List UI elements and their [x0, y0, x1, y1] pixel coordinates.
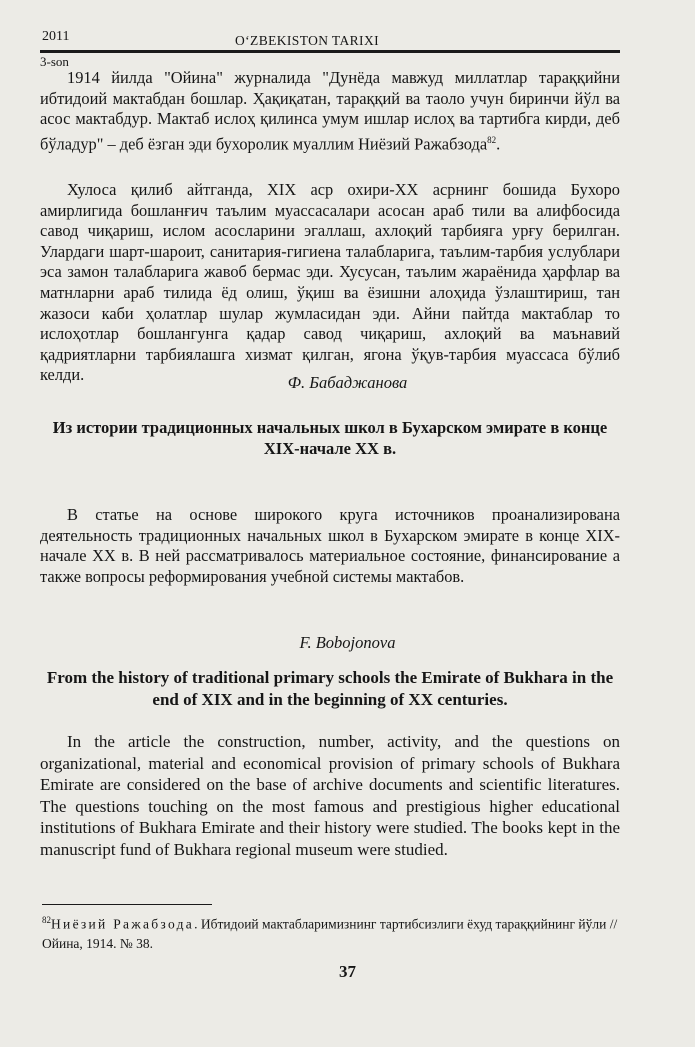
quote-first-line: 1914 йилда "Ойина" журналида "Дунёда мавжуд миллатлар	[67, 68, 528, 87]
header-issue: 3-son	[40, 54, 69, 69]
quote-rest: тараққийни ибтидоий мактабдан бошлар. Ҳақиқатан, тараққий ва таоло учун биринчи йўл ва асос мактабдур. Мактаб ислоҳ қилинса умум ишлар ислоҳ ва тартибга кирди, деб бўладур" – деб ёзган эди бухоролик муаллим Ниёзий Ражабзода	[40, 68, 620, 154]
russian-author: Ф. Бабаджанова	[287, 373, 408, 392]
english-title: From the history of traditional primary schools the Emirate of Bukhara in the end of XIX and in the beginning of XX centuries.	[46, 668, 614, 709]
english-author: F. Bobojonova	[299, 633, 396, 652]
footnote-text: . Ибтидоий мактабларимизнинг тартибсизлиги ёхуд тараққийнинг йўли //Ойина, 1914. № 38.	[42, 916, 618, 951]
footnote-rule	[42, 904, 212, 905]
footnote-number: 82	[42, 915, 51, 925]
paragraph-quote	[40, 68, 620, 155]
english-abstract: In the article the construction, number, activity, and the questions on organizational, material and economical provision of primary schools of Bukhara Emirate are considered on the base of archive documents and scientific literatures. The questions touching on the most famous and prestigious higher educational institutions of Bukhara Emirate and their history were studied. The books kept in the manuscript fund of Bukhara regional museum were studied.	[40, 732, 620, 859]
paragraph-conclusion: Хулоса қилиб айтганда, XIX аср охири-XX асрнинг бошида Бухоро амирлигида бошланғич таълим муассасалари асосан араб тили ва алифбосида савод чиқариш, ислом асосларини эгаллаш, ахлоқий тарбияга урғу берилган. Улардаги шарт-шароит, санитария-гигиена талабларига, таълим-тарбия услублари эса замон талабларига жавоб бермас эди. Хусусан, таълим жараёнида ҳарфлар ва матнларни араб тилида ёд олиш, ўқиш ва ёзишни алоҳида ўзлаштириш, тан жазоси каби ҳолатлар шулар жумласидан эди. Айни пайтда мактаблар то ислоҳотлар бошлангунга қадар савод чиқариш, ахлоқий ва маънавий қадриятларни тарбиялашга хизмат қилган, ягона ўқув-тарбия муассаса бўлиб келди.	[40, 180, 620, 385]
footnote-author: Ниёзий Ражабзода	[51, 916, 195, 932]
russian-title: Из истории традиционных начальных школ в Бухарском эмирате в конце XIX-начале XX в.	[52, 418, 608, 458]
page-number: 37	[339, 962, 356, 981]
header-rule	[40, 50, 620, 53]
header-year: 2011	[42, 29, 70, 44]
footnote	[42, 911, 620, 953]
header-journal-title: O‘ZBEKISTON TARIXI	[235, 33, 379, 48]
quote-end: .	[496, 134, 501, 154]
russian-abstract: В статье на основе широкого круга источников проанализирована деятельность традиционных начальных школ в Бухарском эмирате в конце XIX-начале XX в. В ней рассматривалось материальное состояние, финансирование а также вопросы реформирования учебной системы мактабов.	[40, 505, 620, 586]
footnote-ref: 82	[487, 134, 497, 145]
